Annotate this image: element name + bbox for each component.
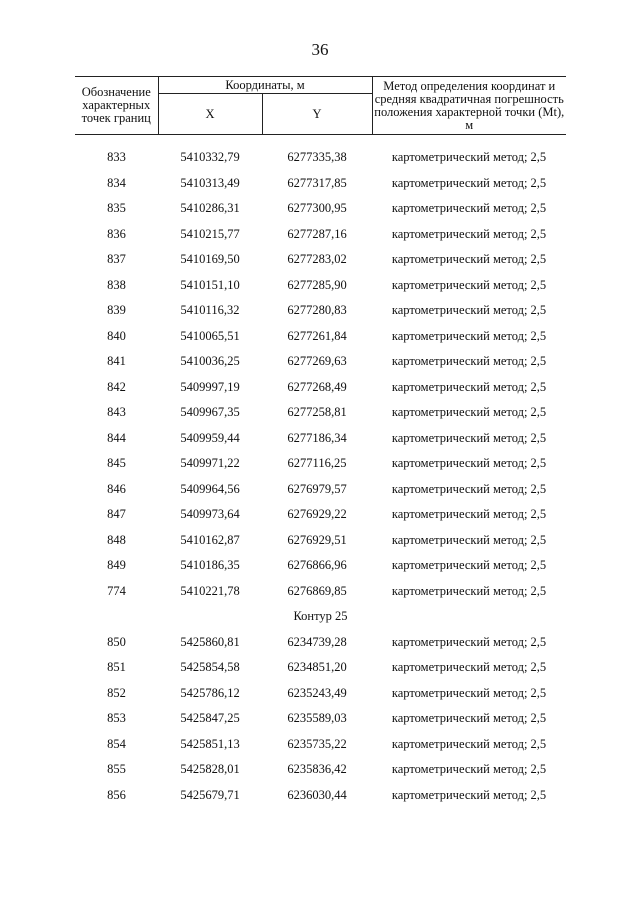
cell-y: 6277283,02 — [287, 252, 347, 267]
cell-point: 840 — [107, 328, 126, 343]
cell-method: картометрический метод; 2,5 — [391, 634, 547, 649]
cell-point: 846 — [107, 481, 126, 496]
cell-y: 6276866,96 — [287, 558, 347, 573]
cell-point: 839 — [107, 303, 126, 318]
table-row — [75, 706, 566, 732]
cell-method: картометрический метод; 2,5 — [391, 787, 547, 802]
table-row — [75, 783, 566, 809]
cell-point: 842 — [107, 379, 126, 394]
cell-x: 5409971,22 — [180, 456, 240, 471]
cell-point: 855 — [107, 762, 126, 777]
cell-y: 6277335,38 — [287, 150, 347, 165]
cell-y: 6276869,85 — [287, 583, 347, 598]
cell-point: 848 — [107, 532, 126, 547]
cell-y: 6235735,22 — [287, 736, 347, 751]
cell-point: 844 — [107, 430, 126, 445]
cell-x: 5410151,10 — [180, 277, 240, 292]
coordinates-table — [75, 76, 566, 808]
table-row — [75, 732, 566, 758]
cell-y: 6277116,25 — [287, 456, 347, 471]
cell-point: 850 — [107, 634, 126, 649]
cell-method: картометрический метод; 2,5 — [391, 252, 547, 267]
cell-point: 837 — [107, 252, 126, 267]
table-row — [75, 553, 566, 579]
cell-x: 5409959,44 — [180, 430, 240, 445]
cell-y: 6234739,28 — [287, 634, 347, 649]
cell-method: картометрический метод; 2,5 — [391, 430, 547, 445]
cell-method: картометрический метод; 2,5 — [391, 201, 547, 216]
cell-method: картометрический метод; 2,5 — [391, 558, 547, 573]
cell-point: 834 — [107, 175, 126, 190]
cell-point: 854 — [107, 736, 126, 751]
cell-y: 6277261,84 — [287, 328, 347, 343]
table-body-a — [75, 135, 566, 605]
cell-x: 5409964,56 — [180, 481, 240, 496]
table-row — [75, 349, 566, 375]
cell-x: 5425851,13 — [180, 736, 240, 751]
table-row — [75, 298, 566, 324]
cell-method: картометрический метод; 2,5 — [391, 685, 547, 700]
cell-y: 6277317,85 — [287, 175, 347, 190]
table-row — [75, 222, 566, 248]
cell-x: 5409997,19 — [180, 379, 240, 394]
cell-y: 6276979,57 — [287, 481, 347, 496]
cell-x: 5425786,12 — [180, 685, 240, 700]
cell-point: 774 — [107, 583, 126, 598]
cell-method: картометрический метод; 2,5 — [391, 405, 547, 420]
table-row — [75, 502, 566, 528]
cell-method: картометрический метод; 2,5 — [391, 736, 547, 751]
cell-y: 6234851,20 — [287, 660, 347, 675]
table-row — [75, 375, 566, 401]
table-row — [75, 426, 566, 452]
cell-method: картометрический метод; 2,5 — [391, 583, 547, 598]
cell-y: 6277186,34 — [287, 430, 347, 445]
cell-x: 5409973,64 — [180, 507, 240, 522]
cell-x: 5410215,77 — [180, 226, 240, 241]
cell-method: картометрический метод; 2,5 — [391, 481, 547, 496]
cell-point: 838 — [107, 277, 126, 292]
cell-x: 5425679,71 — [180, 787, 240, 802]
cell-x: 5410313,49 — [180, 175, 240, 190]
cell-y: 6277268,49 — [287, 379, 347, 394]
cell-y: 6236030,44 — [287, 787, 347, 802]
cell-point: 849 — [107, 558, 126, 573]
table-row — [75, 681, 566, 707]
header-x: X — [158, 94, 262, 135]
cell-x: 5410286,31 — [180, 201, 240, 216]
contour-label: Контур 25 — [293, 609, 348, 624]
cell-method: картометрический метод; 2,5 — [391, 175, 547, 190]
table-row — [75, 247, 566, 273]
cell-x: 5409967,35 — [180, 405, 240, 420]
table-row — [75, 630, 566, 656]
cell-point: 853 — [107, 711, 126, 726]
cell-point: 843 — [107, 405, 126, 420]
table-row — [75, 273, 566, 299]
cell-x: 5410162,87 — [180, 532, 240, 547]
cell-y: 6235836,42 — [287, 762, 347, 777]
table-row — [75, 196, 566, 222]
cell-x: 5425828,01 — [180, 762, 240, 777]
cell-point: 845 — [107, 456, 126, 471]
table-row — [75, 400, 566, 426]
cell-y: 6277300,95 — [287, 201, 347, 216]
cell-y: 6276929,22 — [287, 507, 347, 522]
cell-point: 851 — [107, 660, 126, 675]
cell-method: картометрический метод; 2,5 — [391, 226, 547, 241]
cell-method: картометрический метод; 2,5 — [391, 456, 547, 471]
cell-point: 856 — [107, 787, 126, 802]
table-row — [75, 757, 566, 783]
cell-method: картометрический метод; 2,5 — [391, 150, 547, 165]
table-row — [75, 145, 566, 171]
cell-y: 6277269,63 — [287, 354, 347, 369]
table-row — [75, 655, 566, 681]
cell-x: 5410169,50 — [180, 252, 240, 267]
cell-x: 5410332,79 — [180, 150, 240, 165]
header-y: Y — [262, 94, 372, 135]
cell-x: 5425860,81 — [180, 634, 240, 649]
cell-method: картометрический метод; 2,5 — [391, 660, 547, 675]
contour-section — [75, 604, 566, 630]
page-number: 36 — [311, 40, 329, 59]
cell-method: картометрический метод; 2,5 — [391, 762, 547, 777]
cell-point: 847 — [107, 507, 126, 522]
cell-method: картометрический метод; 2,5 — [391, 532, 547, 547]
cell-point: 833 — [107, 150, 126, 165]
cell-y: 6276929,51 — [287, 532, 347, 547]
cell-x: 5410065,51 — [180, 328, 240, 343]
cell-method: картометрический метод; 2,5 — [391, 354, 547, 369]
table-row — [75, 477, 566, 503]
table-row — [75, 171, 566, 197]
table-row — [75, 579, 566, 605]
cell-method: картометрический метод; 2,5 — [391, 711, 547, 726]
cell-x: 5425854,58 — [180, 660, 240, 675]
cell-method: картометрический метод; 2,5 — [391, 379, 547, 394]
header-point: Обозначение характерных точек границ — [75, 77, 158, 135]
table-row — [75, 528, 566, 554]
cell-point: 836 — [107, 226, 126, 241]
cell-method: картометрический метод; 2,5 — [391, 507, 547, 522]
cell-method: картометрический метод; 2,5 — [391, 303, 547, 318]
cell-point: 852 — [107, 685, 126, 700]
cell-y: 6277280,83 — [287, 303, 347, 318]
table-row — [75, 324, 566, 350]
cell-point: 835 — [107, 201, 126, 216]
cell-y: 6277285,90 — [287, 277, 347, 292]
cell-x: 5410221,78 — [180, 583, 240, 598]
table-body-b — [75, 630, 566, 809]
cell-y: 6235589,03 — [287, 711, 347, 726]
cell-y: 6277258,81 — [287, 405, 347, 420]
header-method: Метод определения координат и средняя квадратичная погрешность положения характерной точки (Mt), м — [372, 77, 566, 135]
cell-x: 5425847,25 — [180, 711, 240, 726]
cell-method: картометрический метод; 2,5 — [391, 277, 547, 292]
header-coordinates: Координаты, м — [158, 77, 372, 94]
cell-x: 5410186,35 — [180, 558, 240, 573]
table-header — [75, 77, 566, 135]
cell-y: 6277287,16 — [287, 226, 347, 241]
cell-x: 5410036,25 — [180, 354, 240, 369]
cell-x: 5410116,32 — [180, 303, 240, 318]
cell-method: картометрический метод; 2,5 — [391, 328, 547, 343]
cell-point: 841 — [107, 354, 126, 369]
cell-y: 6235243,49 — [287, 685, 347, 700]
table-row — [75, 451, 566, 477]
